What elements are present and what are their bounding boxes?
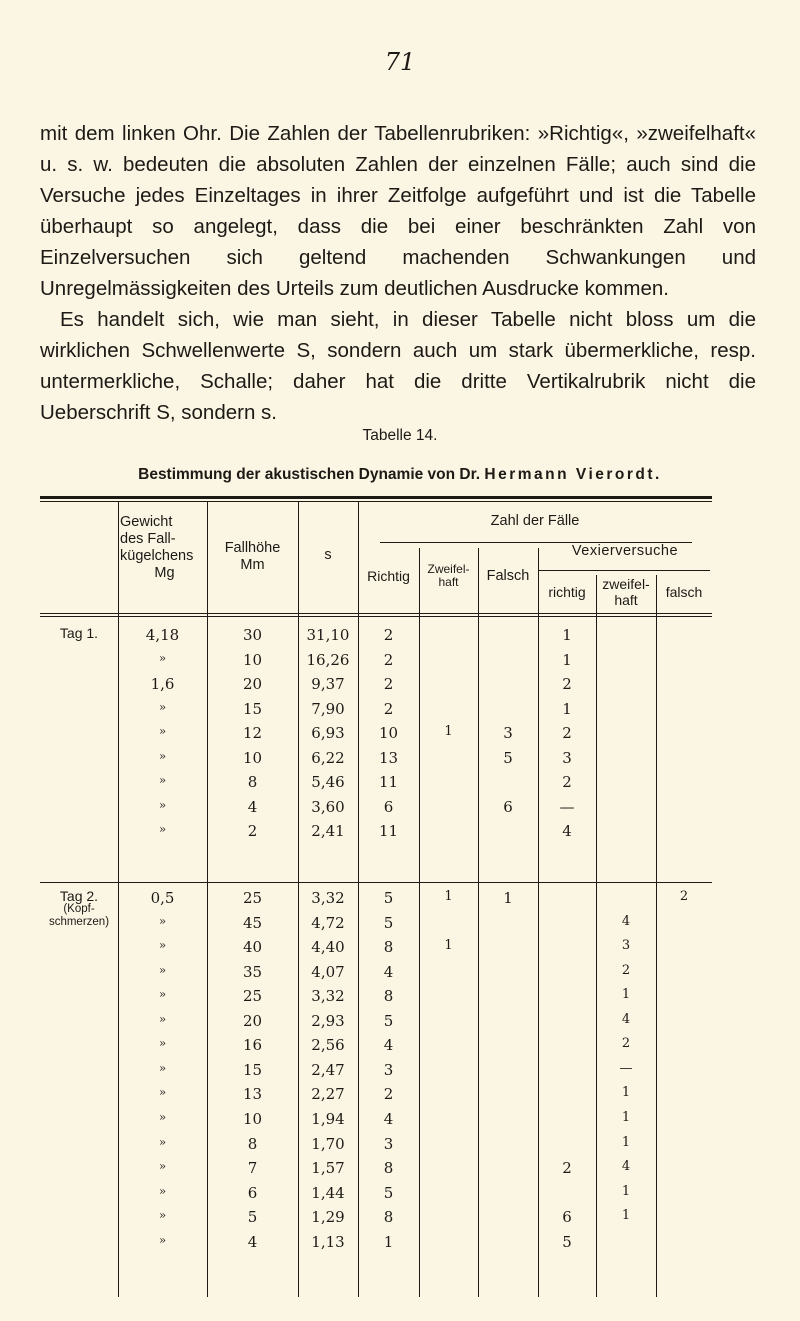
table-cell-gewicht: » (158, 938, 167, 953)
table-cell-fallhoehe: 4 (247, 797, 258, 816)
table-cell-fallhoehe: 20 (242, 675, 263, 694)
table-cell-s: 3,60 (311, 797, 345, 816)
table-cell-richtig: 4 (383, 1036, 394, 1055)
table-cell-zweifelhaft: 1 (444, 889, 453, 904)
table-cell-gewicht: » (158, 797, 167, 812)
col-divider-6 (478, 548, 479, 1297)
table-cell-vex-zweifelhaft: 1 (621, 1134, 631, 1150)
table-title (0, 466, 800, 484)
table-cell-zweifelhaft: 1 (444, 938, 453, 954)
group-sublabel-text: schmerzen) (48, 916, 110, 928)
table-cell-richtig: 3 (383, 1134, 394, 1153)
table-cell-s: 3,32 (311, 889, 345, 907)
table-cell-gewicht: » (158, 748, 167, 763)
table-cell-s: 1,29 (311, 1208, 345, 1227)
table-cell-falsch: 3 (503, 724, 513, 743)
table-cell-fallhoehe: 20 (242, 1011, 263, 1030)
table-cell-s: 4,07 (311, 962, 345, 981)
table-top-rule (40, 496, 712, 499)
paragraph-2: Es handelt sich, wie man sieht, in dieser Tabelle nicht bloss um die wirklichen Schwellenwerte S, sondern auch um stark übermerkliche, resp. untermerkliche, Schalle; daher hat die dritte Vertikalrubrik nicht die Ueberschrift S, sondern s. (40, 308, 756, 424)
table-cell-richtig: 13 (378, 748, 399, 767)
table-cell-gewicht: » (158, 1060, 167, 1075)
table-cell-s: 4,40 (311, 938, 345, 957)
table-cell-richtig: 8 (383, 1208, 394, 1227)
table-cell-vex-zweifelhaft: 2 (621, 962, 631, 978)
table-cell-richtig: 3 (383, 1060, 394, 1079)
table-cell-fallhoehe: 25 (242, 987, 263, 1006)
table-cell-richtig: 4 (383, 962, 394, 981)
table-cell-vex-zweifelhaft: 1 (621, 987, 631, 1003)
table-cell-vex-zweifelhaft: 4 (621, 913, 631, 929)
table-cell-vex-zweifelhaft: 1 (621, 1208, 631, 1224)
group-sublabel-text: (Kopf- (63, 903, 95, 915)
table-cell-fallhoehe: 13 (242, 1085, 263, 1104)
table-cell-gewicht: » (158, 962, 167, 977)
paragraph-1: mit dem linken Ohr. Die Zahlen der Tabellenrubriken: »Richtig«, »zweifelhaft« u. s. w. bedeuten die absoluten Zahlen der einzelnen Fälle; auch sind die Versuche jedes Einzeltages in ihrer Zeitfolge aufgeführt und ist die Tabelle überhaupt so angelegt, dass die bei einer beschränkten Zahl von Einzelversuchen sich geltend machenden Schwankungen und Unregelmässigkeiten des Urteils zum deutlichen Ausdrucke kommen. (40, 122, 756, 300)
header-bottom-rule-2 (40, 616, 712, 617)
table-cell-gewicht: » (158, 1134, 167, 1149)
table-cell-fallhoehe: 30 (242, 626, 263, 644)
body-text (40, 118, 756, 428)
tag2-divider (40, 882, 712, 883)
table-cell-gewicht: » (158, 1036, 167, 1051)
table-cell-fallhoehe: 8 (247, 773, 258, 792)
table-cell-vex-zweifelhaft: 1 (621, 1183, 631, 1199)
table-cell-s: 1,94 (311, 1109, 345, 1128)
page-number: 71 (384, 48, 416, 76)
table-top-rule-thin (40, 501, 712, 502)
header-gewicht-line: Mg (154, 565, 175, 581)
table-cell-fallhoehe: 6 (247, 1183, 258, 1202)
table-cell-richtig: 8 (383, 987, 394, 1006)
header-vex-zweifelhaft-line: haft (614, 592, 638, 608)
table-cell-richtig: 5 (383, 1183, 394, 1202)
table-cell-vex-zweifelhaft: 1 (621, 1085, 631, 1101)
table-cell-vex-richtig: 6 (562, 1208, 572, 1227)
table-cell-fallhoehe: 25 (242, 889, 263, 907)
table-cell-richtig: 11 (378, 773, 399, 792)
vexierversuche-rule (538, 570, 710, 571)
table-cell-fallhoehe: 40 (242, 938, 263, 957)
table-cell-s: 3,32 (311, 987, 345, 1006)
table-cell-s: 1,13 (311, 1232, 345, 1251)
table-cell-gewicht: » (158, 1159, 167, 1174)
group-label-text: Tag 1. (59, 625, 99, 641)
table-cell-s: 6,22 (311, 748, 345, 767)
header-vex-zweifelhaft (596, 576, 656, 608)
table-cell-richtig: 2 (383, 1085, 394, 1104)
table-cell-richtig: 5 (383, 913, 394, 932)
table-cell-gewicht: » (158, 1208, 167, 1223)
table-cell-richtig: 2 (383, 626, 394, 644)
table-cell-vex-zweifelhaft: 4 (621, 1159, 631, 1175)
table-cell-s: 31,10 (306, 626, 350, 644)
table-cell-richtig: 10 (378, 724, 399, 743)
header-gewicht-line: des Fall- (120, 531, 176, 547)
table-cell-vex-richtig: — (559, 797, 575, 816)
table-cell-vex-richtig: 2 (562, 724, 572, 743)
table-cell-fallhoehe: 8 (247, 1134, 258, 1153)
table-caption: Tabelle 14. (362, 427, 438, 444)
table-cell-fallhoehe: 16 (242, 1036, 263, 1055)
table-title-name: Hermann Vierordt. (484, 466, 662, 483)
table-cell-fallhoehe: 12 (242, 724, 263, 743)
table-cell-s: 1,70 (311, 1134, 345, 1153)
table-cell-s: 4,72 (311, 913, 345, 932)
table-cell-fallhoehe: 15 (242, 1060, 263, 1079)
table-cell-richtig: 8 (383, 1159, 394, 1178)
table-cell-fallhoehe: 5 (247, 1208, 258, 1227)
header-gewicht-line: Gewicht (120, 514, 173, 530)
table-cell-gewicht: » (158, 1232, 167, 1247)
table-cell-richtig: 1 (383, 1232, 394, 1251)
header-s: s (324, 547, 332, 563)
group-label-tag1 (40, 626, 118, 640)
table-cell-falsch: 5 (503, 748, 513, 767)
header-zweifelhaft-line: haft (438, 575, 459, 589)
header-fallhoehe-line: Fallhöhe (224, 540, 281, 556)
col-divider-9 (656, 575, 657, 1297)
table-cell-s: 2,56 (311, 1036, 345, 1055)
table-cell-vex-zweifelhaft: 2 (621, 1036, 631, 1052)
table-cell-gewicht: » (158, 724, 167, 739)
header-falsch: Falsch (486, 568, 530, 584)
header-vexierversuche: Vexierversuche (571, 543, 679, 559)
table-cell-vex-zweifelhaft: 3 (621, 938, 631, 954)
table-cell-richtig: 5 (383, 1011, 394, 1030)
table-cell-richtig: 2 (383, 699, 394, 718)
table-cell-fallhoehe: 15 (242, 699, 263, 718)
table-cell-gewicht: 4,18 (145, 626, 180, 644)
group-label-tag2 (40, 889, 118, 929)
header-zweifelhaft (419, 563, 478, 589)
table-cell-richtig: 5 (383, 889, 394, 907)
table-cell-fallhoehe: 2 (247, 822, 258, 841)
table-cell-vex-richtig: 5 (562, 1232, 572, 1251)
table-cell-gewicht: » (158, 1011, 167, 1026)
table-cell-vex-richtig: 1 (562, 626, 572, 644)
table-cell-vex-falsch: 2 (679, 889, 689, 904)
table-cell-fallhoehe: 4 (247, 1232, 258, 1251)
table-cell-s: 9,37 (311, 675, 345, 694)
table-cell-gewicht: » (158, 699, 167, 714)
group-label-text: Tag 2. (59, 888, 99, 904)
table-cell-vex-richtig: 3 (562, 748, 572, 767)
table-cell-vex-zweifelhaft: — (619, 1060, 633, 1076)
table-cell-gewicht: » (158, 773, 167, 788)
table-cell-s: 6,93 (311, 724, 345, 743)
table-cell-s: 2,93 (311, 1011, 345, 1030)
table-title-prefix: Bestimmung der akustischen Dynamie von Dr. (138, 466, 481, 483)
table-cell-s: 2,47 (311, 1060, 345, 1079)
table-cell-richtig: 6 (383, 797, 394, 816)
table-cell-s: 2,27 (311, 1085, 345, 1104)
table-cell-fallhoehe: 35 (242, 962, 263, 981)
table-cell-richtig: 4 (383, 1109, 394, 1128)
table-cell-gewicht: » (158, 987, 167, 1002)
table-cell-vex-richtig: 2 (562, 773, 572, 792)
header-fallhoehe (207, 540, 298, 574)
table-cell-richtig: 2 (383, 675, 394, 694)
header-richtig: Richtig (367, 568, 410, 584)
table-cell-falsch: 6 (503, 797, 513, 816)
table-cell-vex-richtig: 2 (562, 1159, 572, 1178)
table-cell-vex-richtig: 1 (562, 650, 572, 669)
table-cell-fallhoehe: 7 (247, 1159, 258, 1178)
table-cell-fallhoehe: 45 (242, 913, 263, 932)
table-cell-s: 16,26 (306, 650, 350, 669)
header-bottom-rule (40, 613, 712, 614)
table-cell-gewicht: » (158, 650, 167, 665)
header-gewicht-line: kügelchens (120, 548, 194, 564)
table-cell-fallhoehe: 10 (242, 748, 263, 767)
table-cell-gewicht: » (158, 1085, 167, 1100)
header-vex-falsch: falsch (665, 584, 703, 600)
table-cell-gewicht: 0,5 (150, 889, 175, 907)
table-cell-fallhoehe: 10 (242, 1109, 263, 1128)
table-cell-gewicht: » (158, 1183, 167, 1198)
table-cell-vex-richtig: 2 (562, 675, 572, 694)
table-cell-zweifelhaft: 1 (444, 724, 453, 740)
table-cell-falsch: 1 (503, 889, 513, 907)
table-cell-vex-zweifelhaft: 4 (621, 1011, 631, 1027)
table-cell-vex-zweifelhaft: 1 (621, 1109, 631, 1125)
table-cell-s: 1,57 (311, 1159, 345, 1178)
table-cell-richtig: 2 (383, 650, 394, 669)
header-vex-zweifelhaft-line: zweifel- (602, 576, 650, 592)
table-cell-vex-richtig: 4 (562, 822, 572, 841)
table-cell-richtig: 11 (378, 822, 399, 841)
table-cell-s: 2,41 (311, 822, 345, 841)
header-gewicht (118, 514, 209, 582)
table-cell-gewicht: 1,6 (150, 675, 175, 694)
header-zahl-der-faelle: Zahl der Fälle (490, 513, 580, 529)
table-cell-vex-richtig: 1 (562, 699, 572, 718)
header-fallhoehe-line: Mm (240, 557, 265, 573)
table-cell-s: 1,44 (311, 1183, 345, 1202)
table-cell-fallhoehe: 10 (242, 650, 263, 669)
table-cell-s: 7,90 (311, 699, 345, 718)
table-cell-gewicht: » (158, 913, 167, 928)
table-cell-gewicht: » (158, 822, 167, 837)
header-zweifelhaft-line: Zweifel- (427, 562, 470, 576)
col-divider-5 (419, 548, 420, 1297)
table-cell-s: 5,46 (311, 773, 345, 792)
table-cell-richtig: 8 (383, 938, 394, 957)
table-cell-gewicht: » (158, 1109, 167, 1124)
header-vex-richtig: richtig (548, 584, 586, 600)
